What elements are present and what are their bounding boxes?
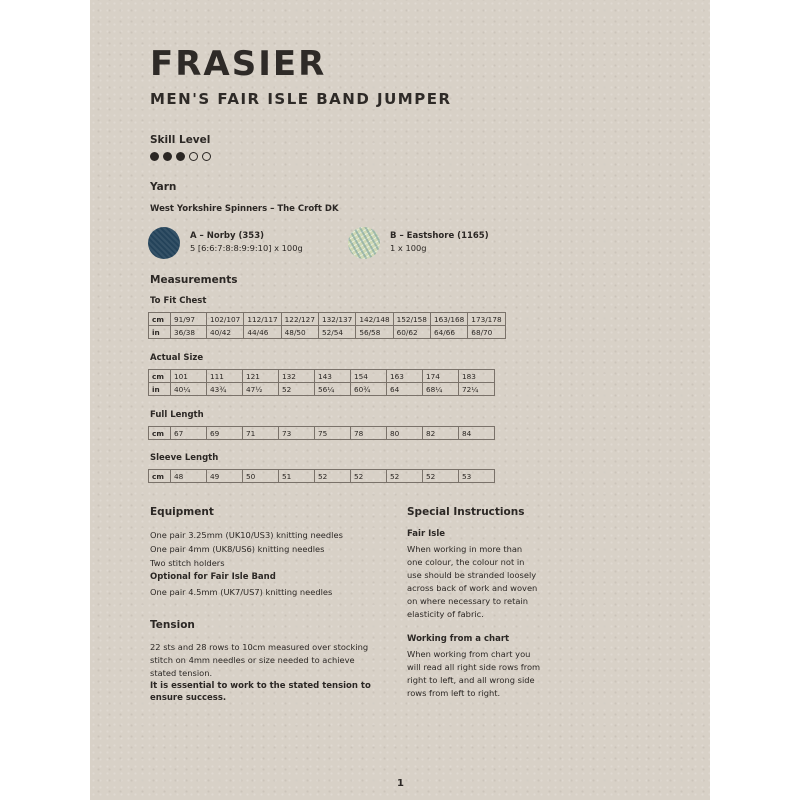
pattern-page: [90, 0, 710, 800]
instruction-line: across back of work and woven: [407, 583, 538, 593]
table-cell: 52: [315, 470, 351, 483]
measurements-heading: Measurements: [150, 274, 238, 286]
table-cell: 49: [207, 470, 243, 483]
table-cell: 112/117: [244, 313, 281, 326]
table-cell: 72¼: [459, 383, 495, 396]
yarn-a-swatch: [148, 227, 180, 259]
pattern-title: FRASIER: [150, 44, 327, 84]
instruction-line: When working in more than: [407, 544, 523, 554]
table-cell: 56¼: [315, 383, 351, 396]
instruction-line: use should be stranded loosely: [407, 570, 537, 580]
table-cell: 174: [423, 370, 459, 383]
unit-cell: cm: [149, 313, 171, 326]
instruction-line: will read all right side rows from: [407, 662, 541, 672]
table-cell: 52: [351, 470, 387, 483]
special-instructions-heading: Special Instructions: [407, 506, 525, 518]
table-cell: 40/42: [207, 326, 244, 339]
skill-dot-empty: [189, 152, 198, 161]
unit-cell: in: [149, 326, 171, 339]
table-cell: 163/168: [430, 313, 467, 326]
table-cell: 122/127: [281, 313, 318, 326]
table-cell: 152/158: [393, 313, 430, 326]
table-cell: 183: [459, 370, 495, 383]
table-cell: 48: [171, 470, 207, 483]
table-cell: 56/58: [356, 326, 393, 339]
skill-dot-filled: [176, 152, 185, 161]
table-cell: 40¼: [171, 383, 207, 396]
actual-size-table-title: Actual Size: [150, 353, 204, 363]
table-cell: 111: [207, 370, 243, 383]
actual-size-table: [148, 369, 495, 396]
table-cell: 91/97: [171, 313, 207, 326]
pattern-subtitle: MEN'S FAIR ISLE BAND JUMPER: [150, 90, 452, 108]
chart-instructions-text: [407, 648, 540, 700]
tension-line: stitch on 4mm needles or size needed to achieve: [150, 655, 355, 665]
unit-cell: cm: [149, 427, 171, 440]
equipment-line: One pair 4mm (UK8/US6) knitting needles: [150, 544, 325, 554]
table-cell: 68¼: [423, 383, 459, 396]
table-cell: 101: [171, 370, 207, 383]
table-cell: 60¾: [351, 383, 387, 396]
table-row: [149, 427, 495, 440]
table-cell: 71: [243, 427, 279, 440]
skill-level-heading: Skill Level: [150, 134, 211, 146]
table-cell: 64/66: [430, 326, 467, 339]
chest-table-title: To Fit Chest: [150, 296, 207, 306]
table-cell: 69: [207, 427, 243, 440]
yarn-b-quantity: 1 x 100g: [390, 243, 427, 253]
instruction-line: rows from left to right.: [407, 688, 501, 698]
table-cell: 67: [171, 427, 207, 440]
table-cell: 84: [459, 427, 495, 440]
table-cell: 78: [351, 427, 387, 440]
yarn-a-quantity: 5 [6:6:7:8:8:9:9:10] x 100g: [190, 243, 303, 253]
table-cell: 82: [423, 427, 459, 440]
yarn-b-swatch: [348, 227, 380, 259]
table-cell: 52: [423, 470, 459, 483]
table-cell: 52: [279, 383, 315, 396]
skill-dot-filled: [150, 152, 159, 161]
table-row: [149, 383, 495, 396]
table-cell: 48/50: [281, 326, 318, 339]
chest-table: [148, 312, 506, 339]
sleeve-length-table-title: Sleeve Length: [150, 453, 219, 463]
yarn-b-name: B – Eastshore (1165): [390, 231, 489, 241]
table-cell: 50: [243, 470, 279, 483]
sleeve-length-table: [148, 469, 495, 483]
full-length-table-title: Full Length: [150, 410, 204, 420]
instruction-line: When working from chart you: [407, 649, 531, 659]
equipment-line: One pair 3.25mm (UK10/US3) knitting needles: [150, 530, 343, 540]
instruction-line: on where necessary to retain: [407, 596, 529, 606]
table-cell: 143: [315, 370, 351, 383]
table-cell: 142/148: [356, 313, 393, 326]
table-cell: 132: [279, 370, 315, 383]
tension-warning: It is essential to work to the stated tension to: [150, 681, 371, 691]
unit-cell: in: [149, 383, 171, 396]
tension-warning: ensure success.: [150, 693, 227, 703]
skill-dot-empty: [202, 152, 211, 161]
table-cell: 173/178: [468, 313, 505, 326]
table-cell: 102/107: [207, 313, 244, 326]
table-cell: 132/137: [318, 313, 355, 326]
instruction-line: right to left, and all wrong side: [407, 675, 535, 685]
page-number: 1: [397, 778, 404, 789]
table-cell: 60/62: [393, 326, 430, 339]
table-row: [149, 370, 495, 383]
yarn-brand: West Yorkshire Spinners – The Croft DK: [150, 204, 339, 214]
skill-level-rating: [150, 152, 211, 161]
table-row: [149, 326, 506, 339]
equipment-line: Two stitch holders: [150, 558, 225, 568]
table-cell: 51: [279, 470, 315, 483]
table-cell: 163: [387, 370, 423, 383]
table-cell: 53: [459, 470, 495, 483]
chart-instructions-title: Working from a chart: [407, 634, 510, 644]
instruction-line: elasticity of fabric.: [407, 609, 484, 619]
fair-isle-text: [407, 543, 537, 621]
table-cell: 52: [387, 470, 423, 483]
table-cell: 52/54: [318, 326, 355, 339]
equipment-heading: Equipment: [150, 506, 214, 518]
table-row: [149, 470, 495, 483]
skill-dot-filled: [163, 152, 172, 161]
yarn-a-name: A – Norby (353): [190, 231, 264, 241]
table-cell: 73: [279, 427, 315, 440]
table-cell: 154: [351, 370, 387, 383]
table-cell: 47½: [243, 383, 279, 396]
full-length-table: [148, 426, 495, 440]
tension-heading: Tension: [150, 619, 195, 631]
table-cell: 64: [387, 383, 423, 396]
table-cell: 80: [387, 427, 423, 440]
unit-cell: cm: [149, 370, 171, 383]
equipment-line: One pair 4.5mm (UK7/US7) knitting needles: [150, 587, 333, 597]
equipment-optional-heading: Optional for Fair Isle Band: [150, 572, 276, 582]
tension-line: 22 sts and 28 rows to 10cm measured over stocking: [150, 642, 369, 652]
instruction-line: one colour, the colour not in: [407, 557, 525, 567]
table-cell: 44/46: [244, 326, 281, 339]
yarn-heading: Yarn: [150, 181, 177, 193]
table-row: [149, 313, 506, 326]
tension-line: stated tension.: [150, 668, 213, 678]
table-cell: 121: [243, 370, 279, 383]
table-cell: 75: [315, 427, 351, 440]
table-cell: 36/38: [171, 326, 207, 339]
table-cell: 68/70: [468, 326, 505, 339]
unit-cell: cm: [149, 470, 171, 483]
table-cell: 43¾: [207, 383, 243, 396]
fair-isle-title: Fair Isle: [407, 529, 446, 539]
